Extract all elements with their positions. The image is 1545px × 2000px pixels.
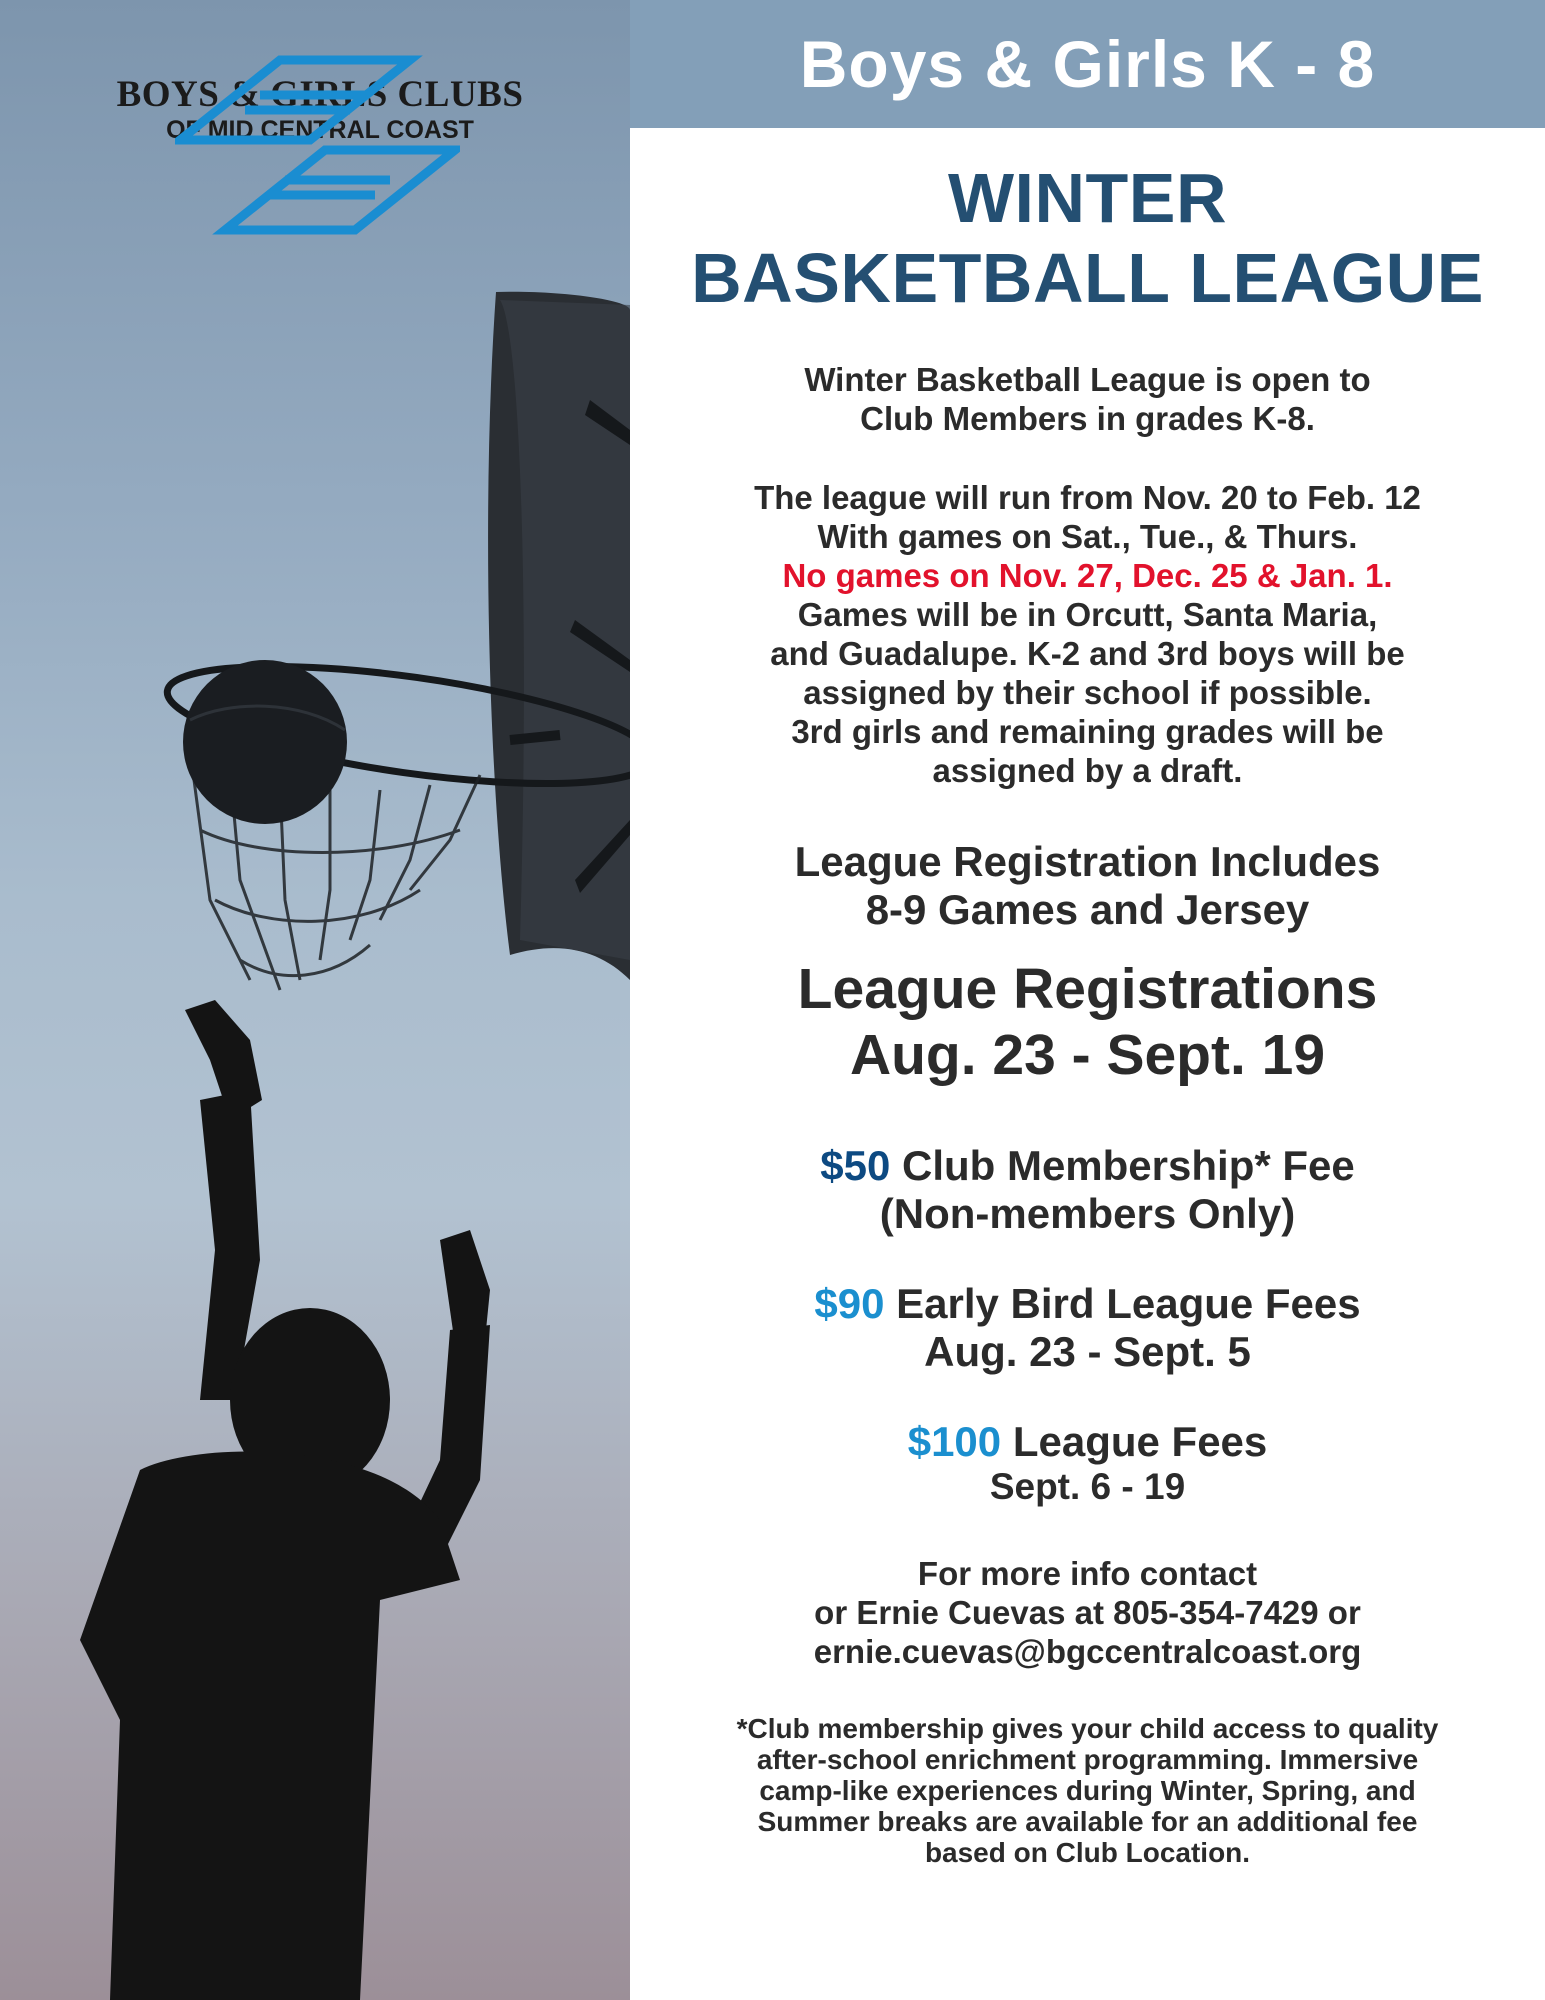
registrations-date-range: Aug. 23 - Sept. 19	[849, 1023, 1326, 1087]
schedule-paragraph	[630, 478, 1545, 790]
fee-sub: Sept. 6 - 19	[989, 1466, 1186, 1507]
club-name: BOYS & GIRLS CLUBS	[116, 74, 524, 115]
banner-title: Boys & Girls K - 8	[799, 27, 1376, 101]
fee-label: Club Membership* Fee	[901, 1142, 1355, 1189]
boys-girls-clubs-hands-icon	[175, 55, 460, 235]
fee-price: $50	[820, 1142, 891, 1189]
footnote-line: based on Club Location.	[924, 1837, 1251, 1868]
intro-line: Club Members in grades K-8.	[860, 400, 1315, 437]
intro-line: Winter Basketball League is open to	[804, 361, 1371, 398]
schedule-line: Games will be in Orcutt, Santa Maria,	[797, 596, 1378, 633]
registration-dates	[630, 956, 1545, 1088]
intro-paragraph	[630, 360, 1545, 438]
fee-sub: (Non-members Only)	[879, 1190, 1296, 1237]
fee-sub: Aug. 23 - Sept. 5	[924, 1328, 1251, 1375]
contact-email: ernie.cuevas@bgccentralcoast.org	[813, 1633, 1362, 1670]
includes-line: 8-9 Games and Jersey	[865, 886, 1310, 933]
no-games-notice: No games on Nov. 27, Dec. 25 & Jan. 1.	[782, 557, 1393, 594]
page-title	[630, 158, 1545, 318]
basketball-silhouette-image	[0, 0, 630, 2000]
fee-label: Early Bird League Fees	[896, 1280, 1361, 1327]
title-line-1: WINTER	[947, 159, 1228, 237]
contact-phone: or Ernie Cuevas at 805-354-7429 or	[814, 1594, 1361, 1631]
footnote-line: after-school enrichment programming. Immersive	[756, 1744, 1419, 1775]
schedule-line: 3rd girls and remaining grades will be	[791, 713, 1384, 750]
schedule-line: The league will run from Nov. 20 to Feb. 12	[754, 479, 1421, 516]
fee-price: $100	[907, 1418, 1002, 1465]
schedule-line: and Guadalupe. K-2 and 3rd boys will be	[770, 635, 1405, 672]
membership-footnote	[630, 1713, 1545, 1868]
club-logo	[70, 55, 570, 145]
registration-includes	[630, 838, 1545, 934]
flyer-content	[630, 128, 1545, 1868]
fee-membership	[630, 1142, 1545, 1238]
contact-info	[630, 1554, 1545, 1671]
footnote-line: Summer breaks are available for an additional fee	[757, 1806, 1418, 1837]
footnote-line: *Club membership gives your child access to quality	[736, 1713, 1439, 1744]
registrations-heading: League Registrations	[797, 957, 1378, 1021]
hero-photo	[0, 0, 630, 2000]
fee-early-bird	[630, 1280, 1545, 1376]
schedule-line: With games on Sat., Tue., & Thurs.	[817, 518, 1358, 555]
fee-regular	[630, 1418, 1545, 1508]
contact-line: For more info contact	[917, 1555, 1258, 1592]
schedule-line: assigned by a draft.	[932, 752, 1243, 789]
title-line-2: BASKETBALL LEAGUE	[691, 239, 1484, 317]
includes-line: League Registration Includes	[794, 838, 1381, 885]
footnote-line: camp-like experiences during Winter, Spring, and	[759, 1775, 1416, 1806]
club-subname: OF MID CENTRAL COAST	[166, 116, 474, 144]
fee-label: League Fees	[1012, 1418, 1268, 1465]
header-banner	[630, 0, 1545, 128]
fee-price: $90	[814, 1280, 885, 1327]
schedule-line: assigned by their school if possible.	[803, 674, 1372, 711]
